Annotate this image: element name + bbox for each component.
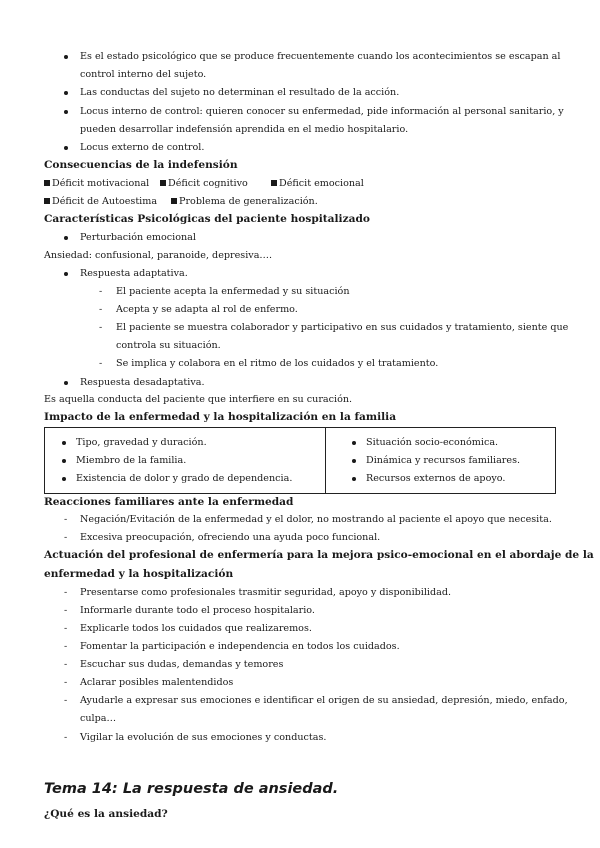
- reaccion-item: Excesiva preocupación, ofreciendo una ayuda poco funcional.: [80, 532, 381, 543]
- dash-marker: -: [99, 358, 103, 369]
- sub-item-3-line-1: El paciente se muestra colaborador y participativo en sus cuidados y tratamiento, siente que: [116, 322, 569, 333]
- actuacion-item: Vigilar la evolución de sus emociones y conductas.: [80, 732, 327, 743]
- caracteristica-bullet-3: Respuesta desadaptativa.: [80, 377, 205, 388]
- bullet-marker: [64, 110, 68, 114]
- actuacion-item: Aclarar posibles malentendidos: [80, 677, 234, 688]
- actuacion-item-line-1: Ayudarle a expresar sus emociones e identificar el origen de su ansiedad, depresión, miedo, enfado,: [80, 695, 568, 706]
- bullet-marker: [62, 441, 66, 445]
- bullet-marker: [64, 236, 68, 240]
- square-bullet-icon: [271, 180, 277, 186]
- bullet-marker: [62, 459, 66, 463]
- bullet-marker: [64, 272, 68, 276]
- actuacion-item-line-2: culpa…: [80, 713, 117, 724]
- bullet-marker: [62, 477, 66, 481]
- sub-item-3-line-2: controla su situación.: [116, 340, 221, 351]
- impacto-left-item: Tipo, gravedad y duración.: [76, 437, 207, 448]
- dash-marker: -: [64, 677, 68, 688]
- dash-marker: -: [64, 623, 68, 634]
- section-heading-caracteristicas: Características Psicológicas del paciente hospitalizado: [44, 213, 370, 225]
- sub-item-2: Acepta y se adapta al rol de enfermo.: [116, 304, 298, 315]
- dash-marker: -: [64, 732, 68, 743]
- reaccion-item: Negación/Evitación de la enfermedad y el dolor, no mostrando al paciente el apoyo que necesita.: [80, 514, 552, 525]
- intro-bullet-3-line-1: Locus interno de control: quieren conocer su enfermedad, pide información al personal sanitario, y: [80, 106, 564, 117]
- desadaptativa-text: Es aquella conducta del paciente que interfiere en su curación.: [44, 394, 353, 405]
- impacto-right-item: Recursos externos de apoyo.: [366, 473, 506, 484]
- intro-bullet-4: Locus externo de control.: [80, 142, 205, 153]
- bullet-marker: [64, 91, 68, 95]
- square-bullet-icon: [160, 180, 166, 186]
- consecuencia-item: Déficit cognitivo: [160, 178, 248, 190]
- caracteristica-bullet-1: Perturbación emocional: [80, 232, 196, 243]
- actuacion-item: Fomentar la participación e independencia en todos los cuidados.: [80, 641, 400, 652]
- dash-marker: -: [64, 605, 68, 616]
- bullet-marker: [64, 146, 68, 150]
- table-divider: [325, 428, 326, 493]
- dash-marker: -: [64, 514, 68, 525]
- square-bullet-icon: [171, 198, 177, 204]
- dash-marker: -: [64, 659, 68, 670]
- sub-item-1: El paciente acepta la enfermedad y su situación: [116, 286, 350, 297]
- dash-marker: -: [99, 322, 103, 333]
- impacto-table: [44, 427, 556, 494]
- square-bullet-icon: [44, 198, 50, 204]
- consecuencia-item: Déficit de Autoestima: [44, 196, 157, 208]
- consecuencia-item: Problema de generalización.: [171, 196, 318, 208]
- intro-bullet-3-line-2: pueden desarrollar indefensión aprendida en el medio hospitalario.: [80, 124, 409, 135]
- actuacion-item: Explicarle todos los cuidados que realizaremos.: [80, 623, 312, 634]
- intro-bullet-2: Las conductas del sujeto no determinan el resultado de la acción.: [80, 87, 400, 98]
- impacto-left-item: Existencia de dolor y grado de dependencia.: [76, 473, 293, 484]
- section-heading-consecuencias: Consecuencias de la indefensión: [44, 159, 238, 171]
- section-heading-impacto: Impacto de la enfermedad y la hospitalización en la familia: [44, 411, 397, 423]
- impacto-right-item: Situación socio-económica.: [366, 437, 499, 448]
- consecuencia-item: Déficit emocional: [271, 178, 364, 190]
- dash-marker: -: [64, 641, 68, 652]
- dash-marker: -: [64, 695, 68, 706]
- dash-marker: -: [99, 286, 103, 297]
- intro-bullet-1-line-2: control interno del sujeto.: [80, 69, 207, 80]
- dash-marker: -: [64, 532, 68, 543]
- bullet-marker: [352, 477, 356, 481]
- bullet-marker: [352, 459, 356, 463]
- tema-title: Tema 14: La respuesta de ansiedad.: [44, 781, 339, 797]
- bullet-marker: [352, 441, 356, 445]
- section-heading-actuacion-line-1: Actuación del profesional de enfermería para la mejora psico-emocional en el abordaje de la: [44, 549, 594, 561]
- intro-bullet-1-line-1: Es el estado psicológico que se produce frecuentemente cuando los acontecimientos se escapan al: [80, 51, 561, 62]
- caracteristica-bullet-2: Respuesta adaptativa.: [80, 268, 188, 279]
- square-bullet-icon: [44, 180, 50, 186]
- section-heading-reacciones: Reacciones familiares ante la enfermedad: [44, 496, 294, 508]
- tema-question: ¿Qué es la ansiedad?: [44, 808, 168, 820]
- impacto-right-item: Dinámica y recursos familiares.: [366, 455, 521, 466]
- actuacion-item: Informarle durante todo el proceso hospitalario.: [80, 605, 315, 616]
- sub-item-4: Se implica y colabora en el ritmo de los cuidados y el tratamiento.: [116, 358, 439, 369]
- bullet-marker: [64, 55, 68, 59]
- bullet-marker: [64, 381, 68, 385]
- actuacion-item: Escuchar sus dudas, demandas y temores: [80, 659, 284, 670]
- consecuencia-item: Déficit motivacional: [44, 178, 149, 190]
- impacto-left-item: Miembro de la familia.: [76, 455, 187, 466]
- dash-marker: -: [64, 587, 68, 598]
- section-heading-actuacion-line-2: enfermedad y la hospitalización: [44, 568, 234, 580]
- actuacion-item: Presentarse como profesionales trasmitir seguridad, apoyo y disponibilidad.: [80, 587, 452, 598]
- dash-marker: -: [99, 304, 103, 315]
- ansiedad-line: Ansiedad: confusional, paranoide, depresiva….: [44, 250, 273, 261]
